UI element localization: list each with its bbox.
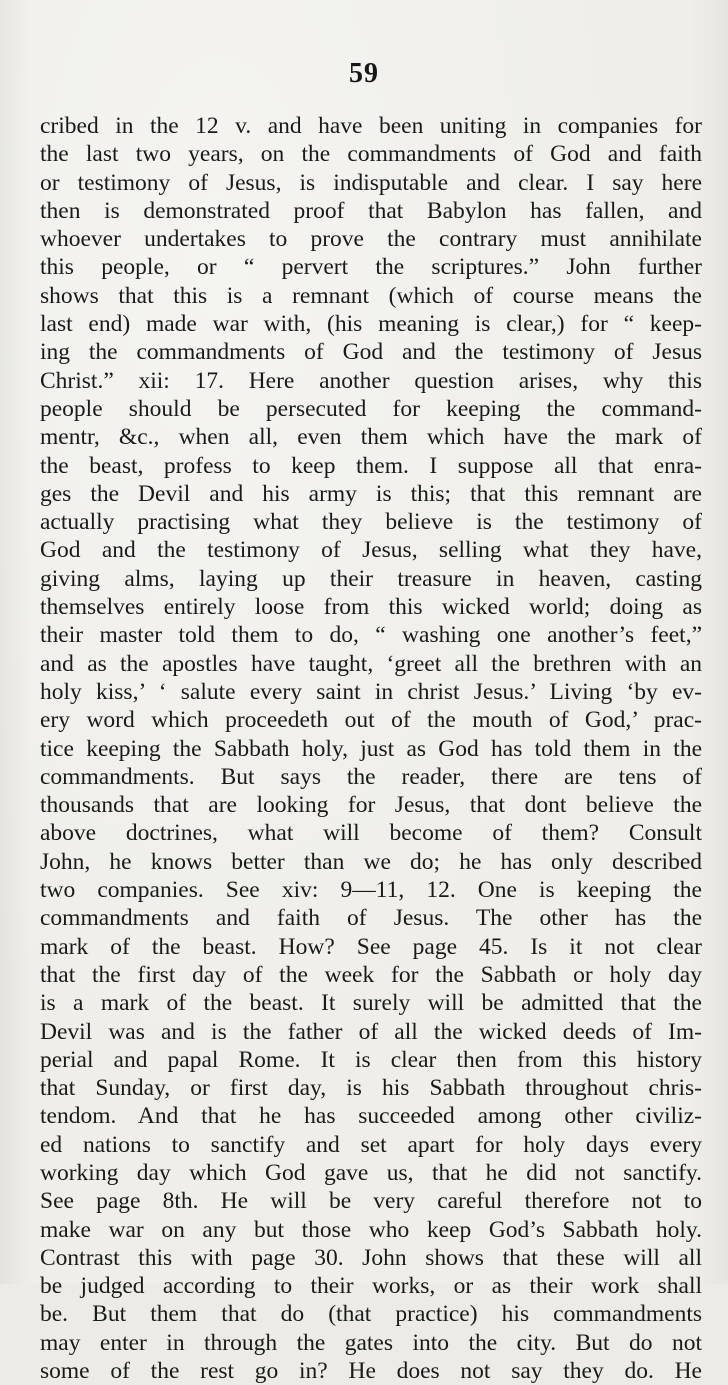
text-line: actually practising what they believe is the testimony of (40, 509, 702, 536)
text-line: people should be persecuted for keeping the command- (40, 395, 702, 422)
text-line: last end) made war with, (his meaning is clear,) for “ keep- (40, 311, 702, 338)
text-line: be. But them that do (that practice) his commandments (40, 1301, 702, 1328)
text-line: their master told them to do, “ washing one another’s feet,” (40, 622, 702, 649)
text-line: make war on any but those who keep God’s Sabbath holy. (40, 1216, 702, 1243)
text-line: See page 8th. He will be very careful therefore not to (40, 1188, 702, 1215)
text-line: or testimony of Jesus, is indisputable and clear. I say here (40, 169, 702, 196)
text-line: is a mark of the beast. It surely will be admitted that the (40, 990, 702, 1017)
text-line: John, he knows better than we do; he has only described (40, 848, 702, 875)
text-line: cribed in the 12 v. and have been uniting in companies for (40, 113, 702, 139)
text-line: giving alms, laying up their treasure in heaven, casting (40, 565, 702, 592)
text-line: this people, or “ pervert the scriptures.” John further (40, 254, 702, 281)
text-line: thousands that are looking for Jesus, that dont believe the (40, 792, 702, 819)
text-line: ing the commandments of God and the testimony of Jesus (40, 339, 702, 366)
text-line: God and the testimony of Jesus, selling what they have, (40, 537, 702, 564)
text-line: then is demonstrated proof that Babylon has fallen, and (40, 197, 702, 224)
text-line: commandments. But says the reader, there are tens of (40, 763, 702, 790)
text-line: mark of the beast. How? See page 45. Is it not clear (40, 933, 702, 960)
text-line: that the first day of the week for the Sabbath or holy day (40, 961, 702, 988)
text-line: may enter in through the gates into the city. But do not (40, 1329, 702, 1356)
text-line: that Sunday, or first day, is his Sabbath throughout chris- (40, 1075, 702, 1102)
text-line: the beast, profess to keep them. I suppose all that enra- (40, 452, 702, 479)
text-line: the last two years, on the commandments of God and faith (40, 141, 702, 168)
text-line: ed nations to sanctify and set apart for holy days every (40, 1131, 702, 1158)
text-line: themselves entirely loose from this wicked world; doing as (40, 594, 702, 621)
body-text (40, 112, 702, 1385)
text-line: commandments and faith of Jesus. The other has the (40, 905, 702, 932)
text-line: shows that this is a remnant (which of course means the (40, 282, 702, 309)
text-line: perial and papal Rome. It is clear then from this history (40, 1046, 702, 1073)
text-line: two companies. See xiv: 9—11, 12. One is keeping the (40, 877, 702, 904)
text-line: Devil was and is the father of all the wicked deeds of Im- (40, 1018, 702, 1045)
text-line: tendom. And that he has succeeded among other civiliz- (40, 1103, 702, 1130)
text-line: Contrast this with page 30. John shows that these will all (40, 1244, 702, 1271)
text-line: and as the apostles have taught, ‘greet all the brethren with an (40, 650, 702, 677)
text-line: holy kiss,’ ‘ salute every saint in christ Jesus.’ Living ‘by ev- (40, 678, 702, 705)
text-line: Christ.” xii: 17. Here another question arises, why this (40, 367, 702, 394)
page-number: 59 (349, 58, 379, 89)
text-line: whoever undertakes to prove the contrary must annihilate (40, 226, 702, 253)
text-line: be judged according to their works, or as their work shall (40, 1273, 702, 1300)
text-line: working day which God gave us, that he did not sanctify. (40, 1159, 702, 1186)
text-line: ges the Devil and his army is this; that this remnant are (40, 480, 702, 507)
text-line: some of the rest go in? He does not say they do. He (40, 1358, 702, 1385)
text-line: tice keeping the Sabbath holy, just as God has told them in the (40, 735, 702, 762)
text-line: above doctrines, what will become of them? Consult (40, 820, 702, 847)
text-line: ery word which proceedeth out of the mouth of God,’ prac- (40, 707, 702, 734)
text-line: mentr, &c., when all, even them which have the mark of (40, 424, 702, 451)
